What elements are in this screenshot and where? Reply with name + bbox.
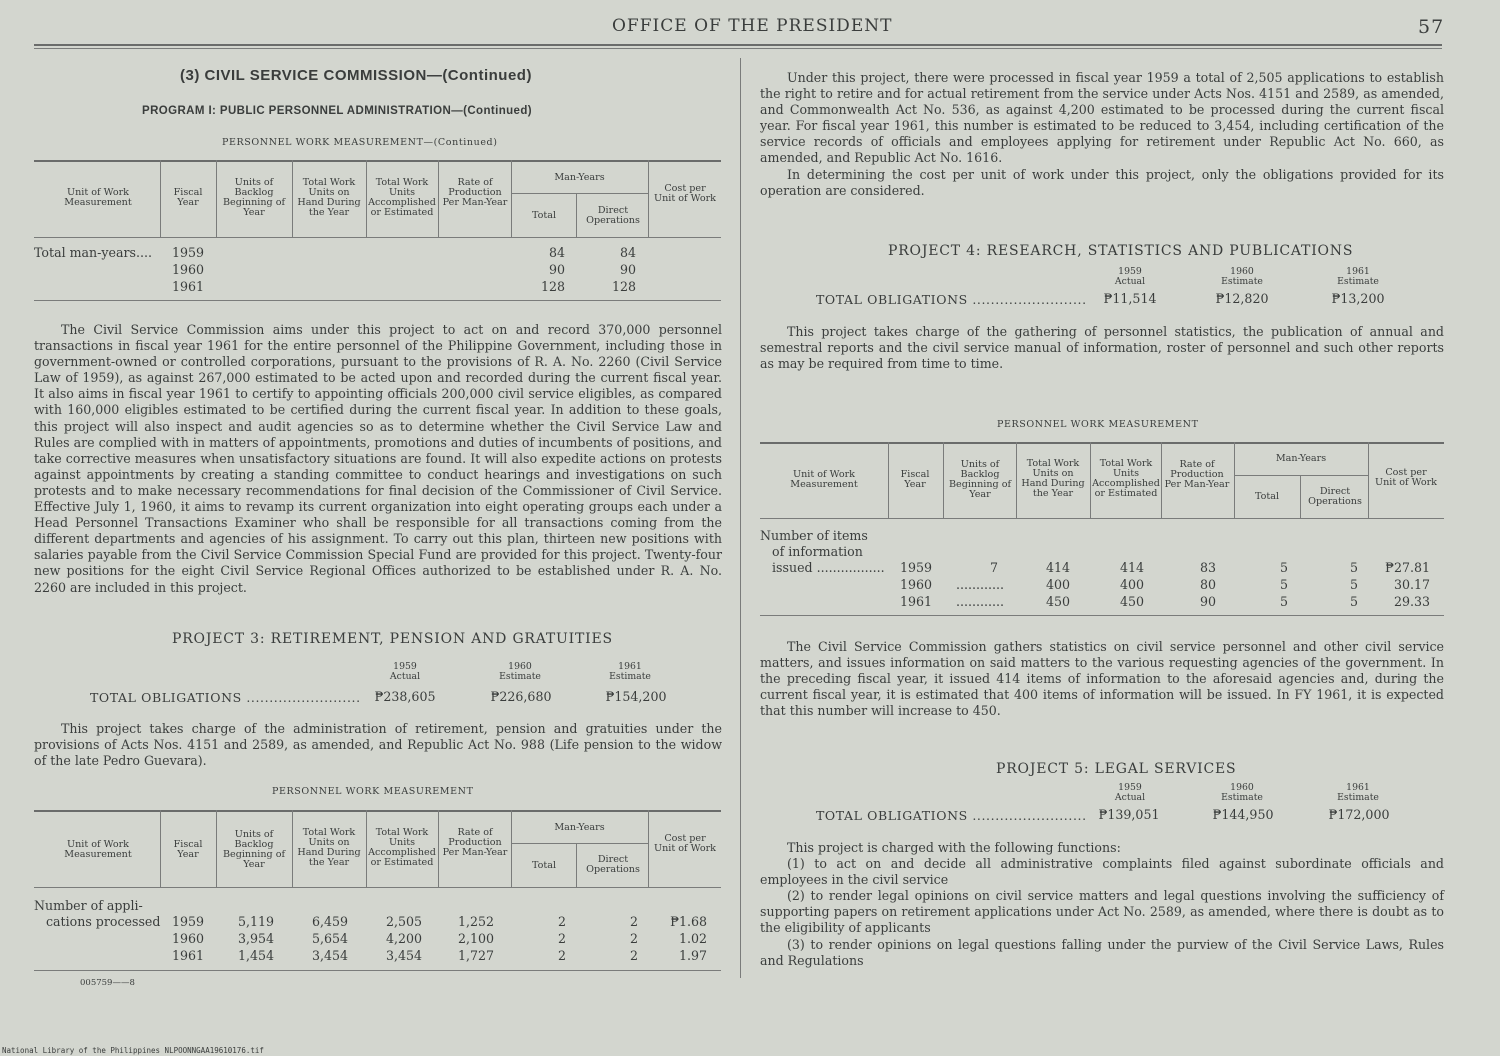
total-obligations-label: TOTAL OBLIGATIONS ......................... [816, 292, 1087, 307]
cell-direct: 90 [619, 262, 636, 277]
th-backlog: Units of Backlog Beginning of Year [222, 177, 286, 218]
functions-list: This project is charged with the following functions: (1) to act on and decide all administrative complaints filed against subordinate officials and employees in the civil service (2) to render legal opinions on civil service matters and legal questions involving the sufficiency of supporting papers on retirement applications under Act No. 2589, as amended, where there is doubt as to the eligibility of applicants (3) to render opinions on legal questions falling under the purview of the Civil Service Laws, Rules and Regulations [760, 840, 1444, 968]
th-accomplished: Total Work Units Accomplished or Estimated [368, 177, 436, 218]
pwm-title-1: PERSONNEL WORK MEASUREMENT—(Continued) [222, 137, 498, 148]
th-rate: Rate of Production Per Man-Year [1164, 459, 1230, 490]
cell-year: 1961 [172, 279, 205, 294]
th-unit: Unit of Work Measurement [790, 469, 858, 490]
row-label: Total man-years.... [34, 245, 152, 260]
th-backlog: Units of Backlog Beginning of Year [948, 459, 1012, 500]
year-head: 1960 Estimate [1221, 782, 1263, 803]
th-total-work: Total Work Units on Hand During the Year [1021, 458, 1085, 499]
project3-title: PROJECT 3: RETIREMENT, PENSION AND GRATUITIES [172, 631, 613, 647]
paragraph: Under this project, there were processed in fiscal year 1959 a total of 2,505 applications to establish the right to retire and for actual retirement from the service under Acts Nos. 4151 and 2589, as amended, and Commonwealth Act No. 536, as against 4,200 estimated to be processed during the current fiscal year. For fiscal year 1961, this number is estimated to be reduced to 3,454, including certification of the service records of officials and employees applying for retirement under Republic Act No. 660, as amended, and Republic Act No. 1616. In determining the cost per unit of work under this project, only the obligations provided for its operation are considered. [760, 70, 1444, 198]
year-head: 1959 Actual [1114, 782, 1146, 803]
cell-total: 128 [540, 279, 565, 294]
cell-year: 1959 [172, 245, 205, 260]
year-head: 1959 Actual [389, 661, 421, 682]
th-total-work: Total Work Units on Hand During the Year [297, 827, 361, 868]
obligation-value: ₱144,950 [1212, 807, 1274, 822]
th-direct: Direct Operations [1308, 486, 1362, 507]
th-total: Total [531, 210, 557, 221]
scan-credit: National Library of the Philippines NLPOONNGAA19610176.tif [2, 1046, 264, 1055]
header-rule [34, 44, 1442, 46]
th-direct: Direct Operations [586, 205, 640, 226]
year-head: 1961 Estimate [1337, 782, 1379, 803]
paragraph: This project takes charge of the gathering of personnel statistics, the publication of annual and semestral reports and the civil service manual of information, roster of personnel and such other reports as may be required from time to time. [760, 324, 1444, 372]
obligation-value: ₱238,605 [374, 689, 436, 704]
row-label: Number of items [760, 528, 868, 543]
pwm-title-2: PERSONNEL WORK MEASUREMENT [272, 786, 474, 797]
th-cost: Cost per Unit of Work [654, 833, 716, 854]
total-obligations-label: TOTAL OBLIGATIONS ......................... [816, 808, 1087, 823]
year-head: 1961 Estimate [609, 661, 651, 682]
row-label: cations processed [46, 914, 161, 929]
paragraph: This project takes charge of the administration of retirement, pension and gratuities under the provisions of Acts Nos. 4151 and 2589, as amended, and Republic Act No. 988 (Life pension to the widow of the late Pedro Guevara). [34, 721, 722, 769]
program-title: PROGRAM I: PUBLIC PERSONNEL ADMINISTRATION—(Continued) [142, 105, 533, 117]
th-cost: Cost per Unit of Work [654, 183, 716, 204]
obligation-value: ₱172,000 [1328, 807, 1390, 822]
th-man-years: Man-Years [554, 172, 605, 183]
th-direct: Direct Operations [586, 854, 640, 875]
cell-year: 1960 [172, 262, 205, 277]
th-fiscal: Fiscal Year [173, 839, 203, 860]
th-cost: Cost per Unit of Work [1375, 467, 1437, 488]
footnote: 005759——8 [80, 978, 135, 988]
obligation-value: ₱11,514 [1103, 291, 1157, 306]
th-total: Total [531, 860, 557, 871]
page-number: 57 [1418, 16, 1445, 38]
obligation-value: ₱139,051 [1098, 807, 1160, 822]
total-obligations-label: TOTAL OBLIGATIONS ......................... [90, 690, 361, 705]
page-header: OFFICE OF THE PRESIDENT [612, 16, 893, 36]
project5-title: PROJECT 5: LEGAL SERVICES [996, 761, 1237, 777]
column-divider [740, 58, 741, 978]
pwm-title-3: PERSONNEL WORK MEASUREMENT [997, 419, 1199, 430]
th-total: Total [1254, 491, 1280, 502]
cell-total: 84 [548, 245, 565, 260]
obligation-value: ₱226,680 [490, 689, 552, 704]
project4-title: PROJECT 4: RESEARCH, STATISTICS AND PUBLICATIONS [888, 243, 1354, 259]
th-accomplished: Total Work Units Accomplished or Estimated [1092, 458, 1160, 499]
cell-direct: 84 [619, 245, 636, 260]
th-unit: Unit of Work Measurement [64, 839, 132, 860]
cell-direct: 128 [611, 279, 636, 294]
row-label: issued ................. [772, 560, 885, 575]
row-label: Number of appli- [34, 898, 143, 913]
paragraph: The Civil Service Commission aims under this project to act on and record 370,000 personnel transactions in fiscal year 1961 for the entire personnel of the Philippine Government, including those in government-owned or controlled corporations, pursuant to the provisions of R. A. No. 2260 (Civil Service Law of 1959), as against 267,000 estimated to be acted upon and recorded during the current fiscal year. It also aims in fiscal year 1961 to certify to appointing officials 200,000 civil service eligibles, as compared with 160,000 eligibles estimated to be certified during the current fiscal year. In addition to these goals, this project will also inspect and audit agencies so as to determine whether the Civil Service Law and Rules are complied with in matters of appointments, promotions and duties of incumbents of positions, and take corrective measures when unsatisfactory situations are found. It will also expedite actions on protests against appointments by creating a standing committee to conduct hearings and investigations on such protests and to make necessary recommendations for final decision of the Commissioner of Civil Service. Effective July 1, 1960, it aims to revamp its current organization into eight operating groups each under a Head Personnel Transactions Examiner who shall be responsible for all transactions coming from the different departments and agencies of his assignment. To carry out this plan, thirteen new positions with salaries payable from the Civil Service Commission Special Fund are provided for this project. Twenty-four new positions for the eight Civil Service Regional Offices authorized to be established under R. A. No. 2260 are included in this project. [34, 322, 722, 595]
header-rule-2 [34, 48, 1442, 49]
section-title: (3) CIVIL SERVICE COMMISSION—(Continued) [180, 67, 532, 84]
th-unit: Unit of Work Measurement [64, 187, 132, 208]
obligation-value: ₱12,820 [1215, 291, 1269, 306]
th-man-years: Man-Years [1275, 453, 1327, 464]
year-head: 1961 Estimate [1337, 266, 1379, 287]
th-backlog: Units of Backlog Beginning of Year [222, 829, 286, 870]
row-label: of information [772, 544, 863, 559]
cell-total: 90 [548, 262, 565, 277]
obligation-value: ₱154,200 [605, 689, 667, 704]
th-rate: Rate of Production Per Man-Year [442, 827, 508, 858]
th-rate: Rate of Production Per Man-Year [442, 177, 508, 208]
year-head: 1960 Estimate [1221, 266, 1263, 287]
th-fiscal: Fiscal Year [173, 187, 203, 208]
year-head: 1959 Actual [1114, 266, 1146, 287]
year-head: 1960 Estimate [499, 661, 541, 682]
paragraph: The Civil Service Commission gathers statistics on civil service personnel and other civil service matters, and issues information on said matters to the various requesting agencies of the government. In the preceding fiscal year, it issued 414 items of information to the aforesaid agencies and, during the current fiscal year, it is estimated that 400 items of information will be issued. In FY 1961, it is expected that this number will increase to 450. [760, 639, 1444, 719]
th-accomplished: Total Work Units Accomplished or Estimated [368, 827, 436, 868]
th-fiscal: Fiscal Year [900, 469, 930, 490]
th-total-work: Total Work Units on Hand During the Year [297, 177, 361, 218]
obligation-value: ₱13,200 [1331, 291, 1385, 306]
th-man-years: Man-Years [554, 822, 605, 833]
